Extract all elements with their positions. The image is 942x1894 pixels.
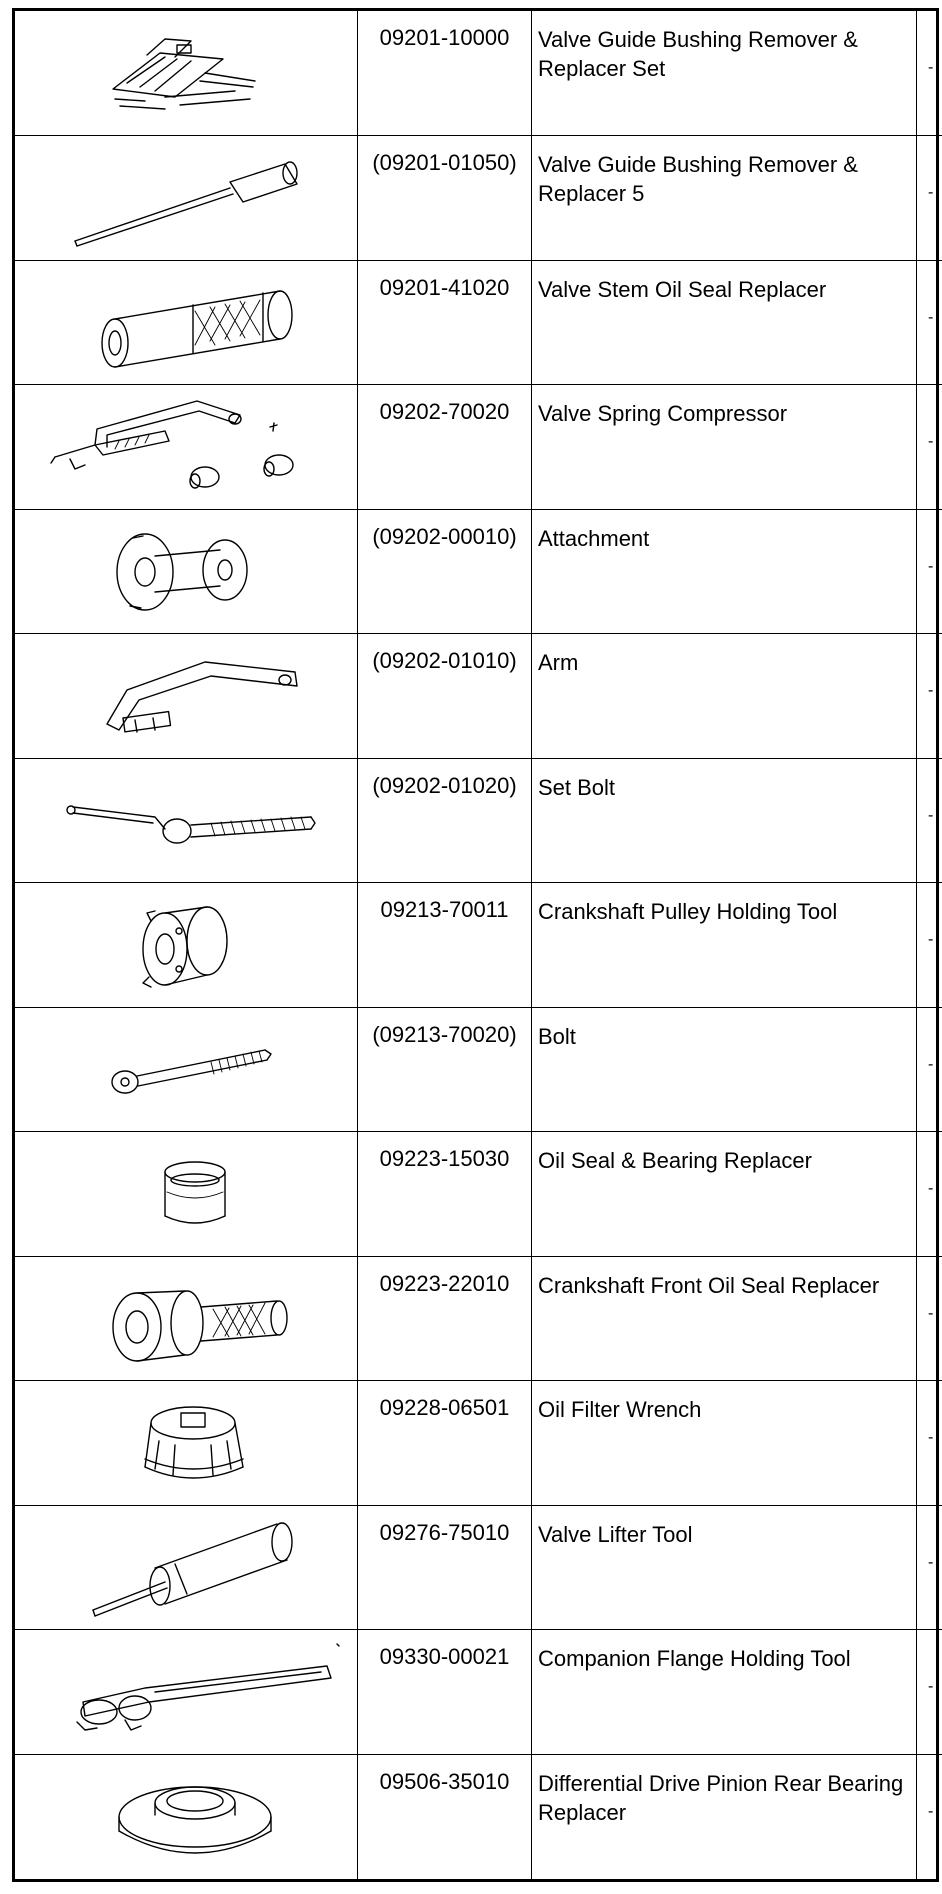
tool-illustration (15, 1381, 358, 1506)
note-mark: - (928, 433, 934, 451)
table-row (15, 634, 942, 759)
tool-number: (09202-01010) (358, 634, 532, 759)
tool-name: Valve Guide Bushing Remover & Replacer 5 (532, 136, 917, 261)
tool-number: 09276-75010 (358, 1505, 532, 1630)
tool-number: 09223-22010 (358, 1256, 532, 1381)
tool-number: 09506-35010 (358, 1754, 532, 1879)
note-mark: - (928, 1553, 934, 1571)
arm-icon (15, 634, 357, 757)
table-row (15, 1132, 942, 1257)
tool-name: Valve Lifter Tool (532, 1505, 917, 1630)
table-row (15, 385, 942, 510)
note-mark: - (928, 1678, 934, 1696)
table-row (15, 509, 942, 634)
tool-illustration (15, 1505, 358, 1630)
table-row (15, 1630, 942, 1755)
note-mark: - (928, 1802, 934, 1820)
tool-name: Attachment (532, 509, 917, 634)
tool-name: Arm (532, 634, 917, 759)
tool-name: Oil Seal & Bearing Replacer (532, 1132, 917, 1257)
table-row (15, 11, 942, 136)
bushing-remover-icon (15, 136, 357, 259)
tool-illustration (15, 509, 358, 634)
tool-name: Differential Drive Pinion Rear Bearing Replacer (532, 1754, 917, 1879)
tool-name: Valve Stem Oil Seal Replacer (532, 260, 917, 385)
tool-illustration (15, 1132, 358, 1257)
tool-illustration (15, 1630, 358, 1755)
tool-illustration (15, 758, 358, 883)
tool-illustration (15, 1256, 358, 1381)
note-mark: - (928, 1055, 934, 1073)
note-mark: - (928, 308, 934, 326)
attachment-icon (15, 510, 357, 633)
note-mark: - (928, 1429, 934, 1447)
tool-illustration (15, 1754, 358, 1879)
note-mark: - (928, 1180, 934, 1198)
note-mark: - (928, 59, 934, 76)
set-bolt-icon (15, 759, 357, 882)
tool-number: 09201-10000 (358, 11, 532, 136)
tool-number: 09330-00021 (358, 1630, 532, 1755)
tool-illustration (15, 634, 358, 759)
bushing-set-icon (15, 11, 357, 134)
note-mark: - (928, 557, 934, 575)
tools-table (15, 11, 942, 1879)
special-tools-table (12, 8, 939, 1882)
table-row (15, 136, 942, 261)
valve-lifter-icon (15, 1506, 357, 1629)
spring-compressor-icon (15, 385, 357, 508)
tool-illustration (15, 1007, 358, 1132)
note-mark: - (928, 931, 934, 949)
tool-illustration (15, 136, 358, 261)
table-row (15, 883, 942, 1008)
tool-name: Bolt (532, 1007, 917, 1132)
tool-number: (09213-70020) (358, 1007, 532, 1132)
tool-illustration (15, 385, 358, 510)
tool-illustration (15, 260, 358, 385)
tool-number: 09213-70011 (358, 883, 532, 1008)
table-row (15, 1256, 942, 1381)
bolt-icon (15, 1008, 357, 1131)
tool-illustration (15, 883, 358, 1008)
tool-name: Crankshaft Pulley Holding Tool (532, 883, 917, 1008)
bearing-replacer-icon (15, 1132, 357, 1255)
note-mark: - (928, 184, 934, 202)
note-mark: - (928, 1304, 934, 1322)
table-row (15, 260, 942, 385)
tool-number: 09228-06501 (358, 1381, 532, 1506)
table-row (15, 758, 942, 883)
note-mark: - (928, 806, 934, 824)
tool-number: 09223-15030 (358, 1132, 532, 1257)
tool-name: Valve Spring Compressor (532, 385, 917, 510)
table-row (15, 1007, 942, 1132)
table-row (15, 1381, 942, 1506)
tool-number: (09202-01020) (358, 758, 532, 883)
flange-holding-tool-icon (15, 1630, 357, 1753)
oil-filter-wrench-icon (15, 1381, 357, 1504)
note-mark: - (928, 682, 934, 700)
tool-name: Valve Guide Bushing Remover & Replacer Set (532, 11, 917, 136)
tool-number: 09202-70020 (358, 385, 532, 510)
tool-number: (09201-01050) (358, 136, 532, 261)
table-row (15, 1754, 942, 1879)
pulley-holding-tool-icon (15, 883, 357, 1006)
tool-name: Set Bolt (532, 758, 917, 883)
tool-illustration (15, 11, 358, 136)
tool-name: Crankshaft Front Oil Seal Replacer (532, 1256, 917, 1381)
tool-name: Companion Flange Holding Tool (532, 1630, 917, 1755)
pinion-bearing-replacer-icon (15, 1755, 357, 1878)
table-row (15, 1505, 942, 1630)
oil-seal-replacer-icon (15, 261, 357, 384)
tool-name: Oil Filter Wrench (532, 1381, 917, 1506)
tool-number: (09202-00010) (358, 509, 532, 634)
front-seal-replacer-icon (15, 1257, 357, 1380)
tool-number: 09201-41020 (358, 260, 532, 385)
